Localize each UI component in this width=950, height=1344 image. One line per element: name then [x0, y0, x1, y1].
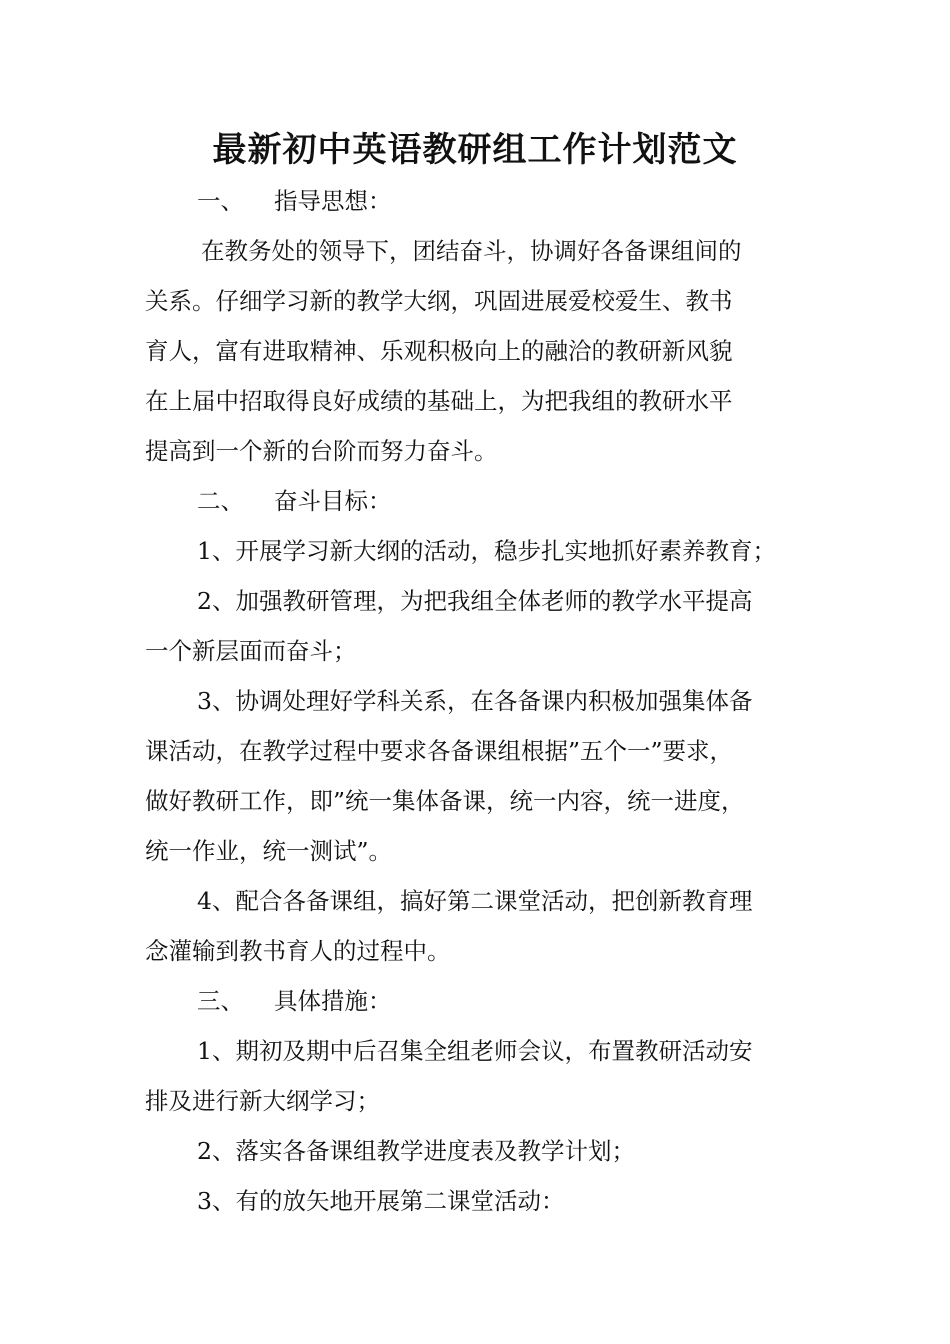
- paragraph-line: 提高到一个新的台阶而努力奋斗。: [145, 437, 498, 465]
- paragraph-line: 在教务处的领导下，团结奋斗，协调好各备课组间的: [201, 237, 742, 265]
- list-item-continuation: 做好教研工作，即”统一集体备课，统一内容，统一进度，: [145, 787, 745, 815]
- list-item-continuation: 一个新层面而奋斗；: [145, 637, 357, 665]
- section-number: 三、: [197, 987, 244, 1015]
- list-item: 2、加强教研管理，为把我组全体老师的教学水平提高: [197, 587, 753, 615]
- list-item: 3、协调处理好学科关系，在各备课内积极加强集体备: [197, 687, 753, 715]
- list-item: 2、落实各备课组教学进度表及教学计划；: [197, 1137, 635, 1165]
- section-title: 具体措施：: [274, 987, 392, 1015]
- section-heading-3: [145, 976, 815, 1026]
- paragraph-line: 育人，富有进取精神、乐观积极向上的融洽的教研新风貌: [145, 337, 733, 365]
- list-item: 1、开展学习新大纲的活动，稳步扎实地抓好素养教育；: [197, 537, 776, 565]
- section-number: 一、: [197, 187, 244, 215]
- paragraph-line: 在上届中招取得良好成绩的基础上，为把我组的教研水平: [145, 387, 733, 415]
- list-item: 1、期初及期中后召集全组老师会议，布置教研活动安: [197, 1037, 753, 1065]
- section-title: 奋斗目标：: [274, 487, 392, 515]
- section-title: 指导思想：: [274, 187, 392, 215]
- list-item-continuation: 课活动，在教学过程中要求各备课组根据”五个一”要求，: [145, 737, 734, 765]
- section-heading-1: [145, 176, 815, 226]
- list-item-continuation: 统一作业，统一测试”。: [145, 837, 393, 865]
- list-item-continuation: 念灌输到教书育人的过程中。: [145, 937, 451, 965]
- section-heading-2: [145, 476, 815, 526]
- document-title: 最新初中英语教研组工作计划范文: [212, 130, 738, 170]
- list-item: 4、配合各备课组，搞好第二课堂活动，把创新教育理: [197, 887, 753, 915]
- list-item-continuation: 排及进行新大纲学习；: [145, 1087, 380, 1115]
- paragraph-line: 关系。仔细学习新的教学大纲，巩固进展爱校爱生、教书: [145, 287, 733, 315]
- section-number: 二、: [197, 487, 244, 515]
- list-item: 3、有的放矢地开展第二课堂活动：: [197, 1187, 565, 1215]
- document-body: [145, 176, 815, 1226]
